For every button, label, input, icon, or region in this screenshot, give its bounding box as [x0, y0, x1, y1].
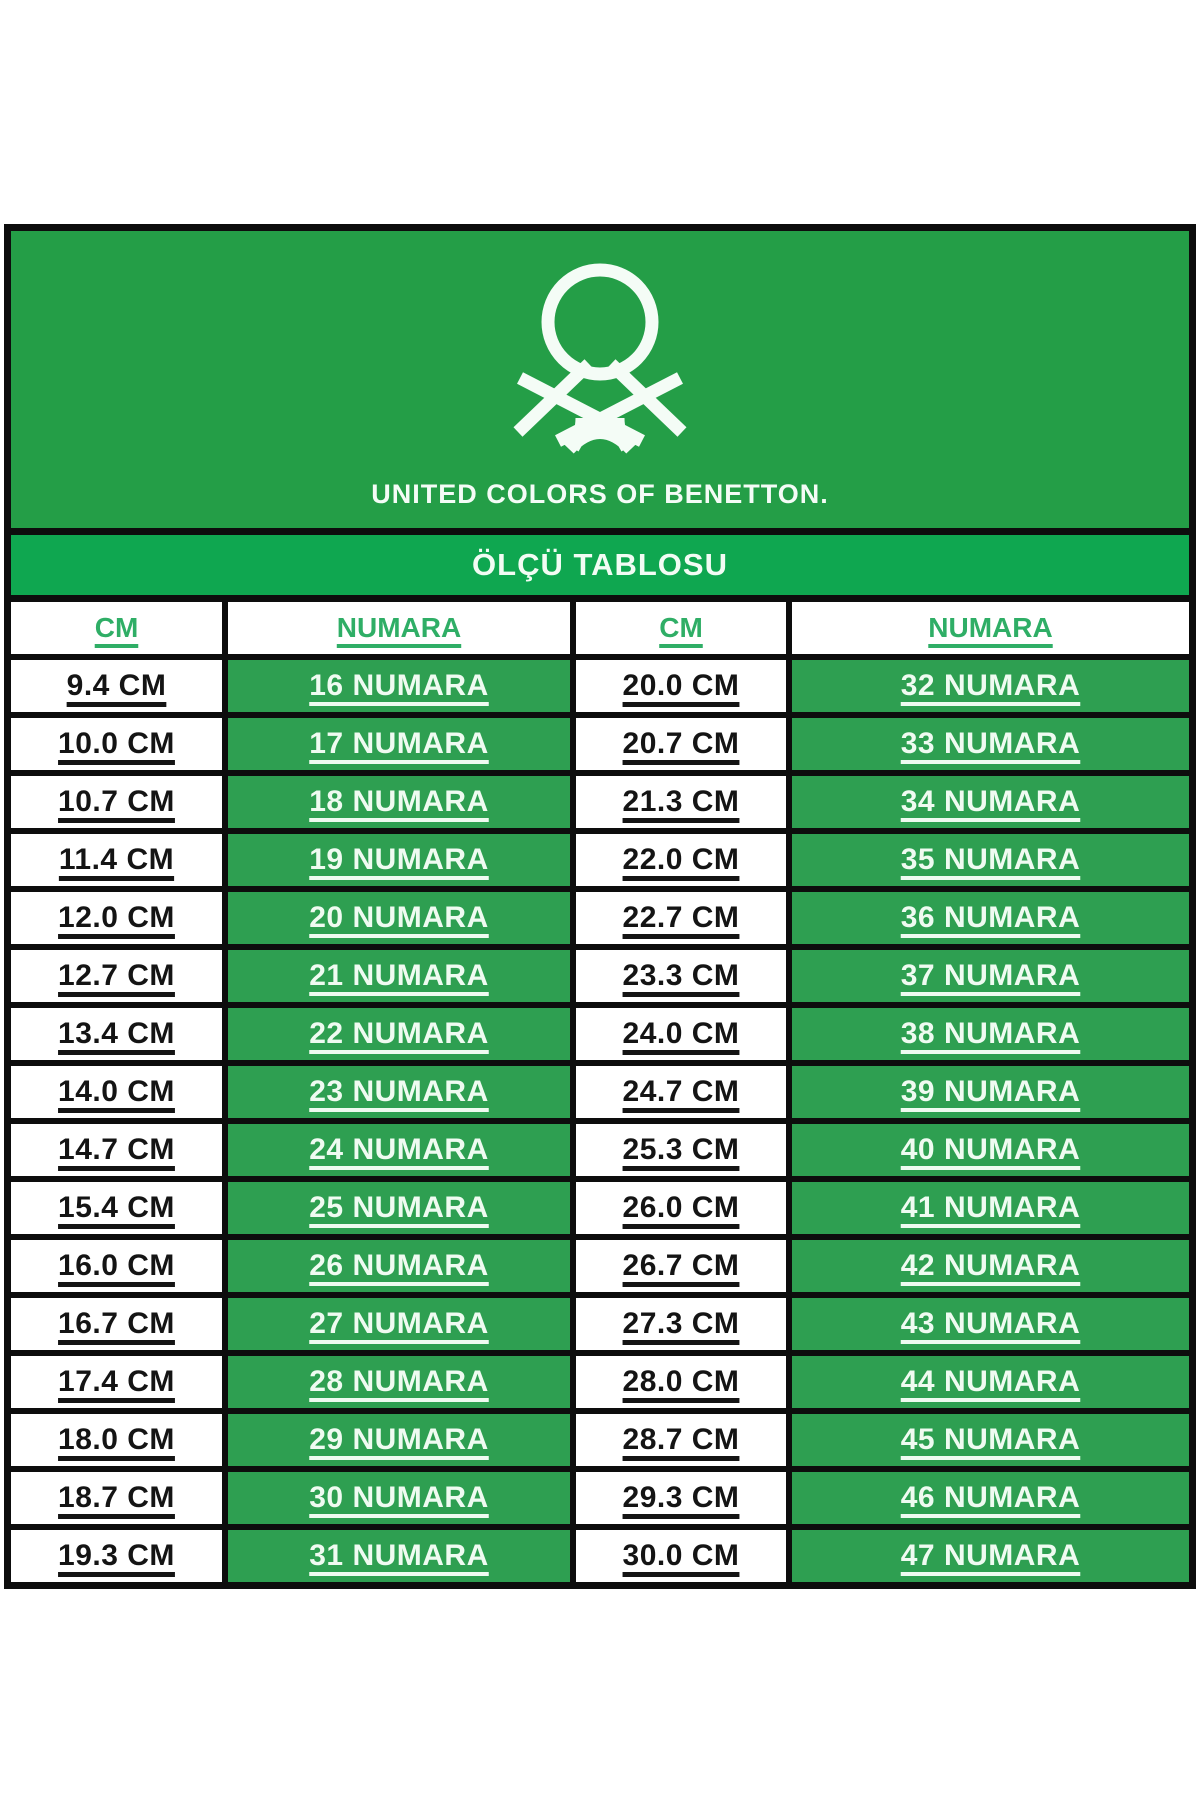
size-chart-sheet: [4, 224, 1196, 1589]
cm-value-cell: 20.7 CM: [576, 718, 786, 770]
numara-value-cell: 34 NUMARA: [792, 776, 1189, 828]
numara-value-cell: 39 NUMARA: [792, 1066, 1189, 1118]
cm-value-cell: 20.0 CM: [576, 660, 786, 712]
numara-value-cell: 47 NUMARA: [792, 1530, 1189, 1582]
numara-value-cell: 35 NUMARA: [792, 834, 1189, 886]
brand-name: UNITED COLORS OF BENETTON.: [371, 479, 829, 509]
numara-value-cell: 29 NUMARA: [228, 1414, 570, 1466]
cm-value-cell: 23.3 CM: [576, 950, 786, 1002]
size-table: [11, 602, 1189, 1582]
numara-value-cell: 26 NUMARA: [228, 1240, 570, 1292]
numara-value-cell: 44 NUMARA: [792, 1356, 1189, 1408]
numara-value-cell: 31 NUMARA: [228, 1530, 570, 1582]
numara-value-cell: 22 NUMARA: [228, 1008, 570, 1060]
cm-value-cell: 15.4 CM: [11, 1182, 222, 1234]
cm-value-cell: 9.4 CM: [11, 660, 222, 712]
column-header-numara-right: NUMARA: [792, 602, 1189, 654]
cm-value-cell: 18.7 CM: [11, 1472, 222, 1524]
cm-value-cell: 12.0 CM: [11, 892, 222, 944]
cm-value-cell: 24.0 CM: [576, 1008, 786, 1060]
cm-value-cell: 22.0 CM: [576, 834, 786, 886]
cm-value-cell: 12.7 CM: [11, 950, 222, 1002]
cm-value-cell: 27.3 CM: [576, 1298, 786, 1350]
numara-value-cell: 28 NUMARA: [228, 1356, 570, 1408]
numara-value-cell: 21 NUMARA: [228, 950, 570, 1002]
column-header-cm-right: CM: [576, 602, 786, 654]
numara-value-cell: 23 NUMARA: [228, 1066, 570, 1118]
cm-value-cell: 26.0 CM: [576, 1182, 786, 1234]
brand-header: [11, 231, 1189, 535]
numara-value-cell: 30 NUMARA: [228, 1472, 570, 1524]
numara-value-cell: 19 NUMARA: [228, 834, 570, 886]
numara-value-cell: 24 NUMARA: [228, 1124, 570, 1176]
cm-value-cell: 13.4 CM: [11, 1008, 222, 1060]
cm-value-cell: 19.3 CM: [11, 1530, 222, 1582]
cm-value-cell: 28.7 CM: [576, 1414, 786, 1466]
numara-value-cell: 37 NUMARA: [792, 950, 1189, 1002]
cm-value-cell: 30.0 CM: [576, 1530, 786, 1582]
cm-value-cell: 21.3 CM: [576, 776, 786, 828]
numara-value-cell: 45 NUMARA: [792, 1414, 1189, 1466]
numara-value-cell: 32 NUMARA: [792, 660, 1189, 712]
cm-value-cell: 22.7 CM: [576, 892, 786, 944]
cm-value-cell: 16.7 CM: [11, 1298, 222, 1350]
numara-value-cell: 36 NUMARA: [792, 892, 1189, 944]
cm-value-cell: 16.0 CM: [11, 1240, 222, 1292]
cm-value-cell: 25.3 CM: [576, 1124, 786, 1176]
cm-value-cell: 14.7 CM: [11, 1124, 222, 1176]
benetton-knot-icon: [490, 260, 710, 455]
cm-value-cell: 14.0 CM: [11, 1066, 222, 1118]
numara-value-cell: 25 NUMARA: [228, 1182, 570, 1234]
cm-value-cell: 10.0 CM: [11, 718, 222, 770]
numara-value-cell: 17 NUMARA: [228, 718, 570, 770]
numara-value-cell: 42 NUMARA: [792, 1240, 1189, 1292]
cm-value-cell: 11.4 CM: [11, 834, 222, 886]
cm-value-cell: 24.7 CM: [576, 1066, 786, 1118]
table-title-banner: [11, 535, 1189, 602]
cm-value-cell: 18.0 CM: [11, 1414, 222, 1466]
numara-value-cell: 16 NUMARA: [228, 660, 570, 712]
cm-value-cell: 26.7 CM: [576, 1240, 786, 1292]
cm-value-cell: 10.7 CM: [11, 776, 222, 828]
numara-value-cell: 43 NUMARA: [792, 1298, 1189, 1350]
numara-value-cell: 33 NUMARA: [792, 718, 1189, 770]
table-title: ÖLÇÜ TABLOSU: [472, 547, 728, 582]
numara-value-cell: 41 NUMARA: [792, 1182, 1189, 1234]
numara-value-cell: 40 NUMARA: [792, 1124, 1189, 1176]
column-header-numara-left: NUMARA: [228, 602, 570, 654]
numara-value-cell: 27 NUMARA: [228, 1298, 570, 1350]
column-header-cm-left: CM: [11, 602, 222, 654]
numara-value-cell: 18 NUMARA: [228, 776, 570, 828]
cm-value-cell: 17.4 CM: [11, 1356, 222, 1408]
numara-value-cell: 20 NUMARA: [228, 892, 570, 944]
numara-value-cell: 38 NUMARA: [792, 1008, 1189, 1060]
cm-value-cell: 29.3 CM: [576, 1472, 786, 1524]
numara-value-cell: 46 NUMARA: [792, 1472, 1189, 1524]
cm-value-cell: 28.0 CM: [576, 1356, 786, 1408]
